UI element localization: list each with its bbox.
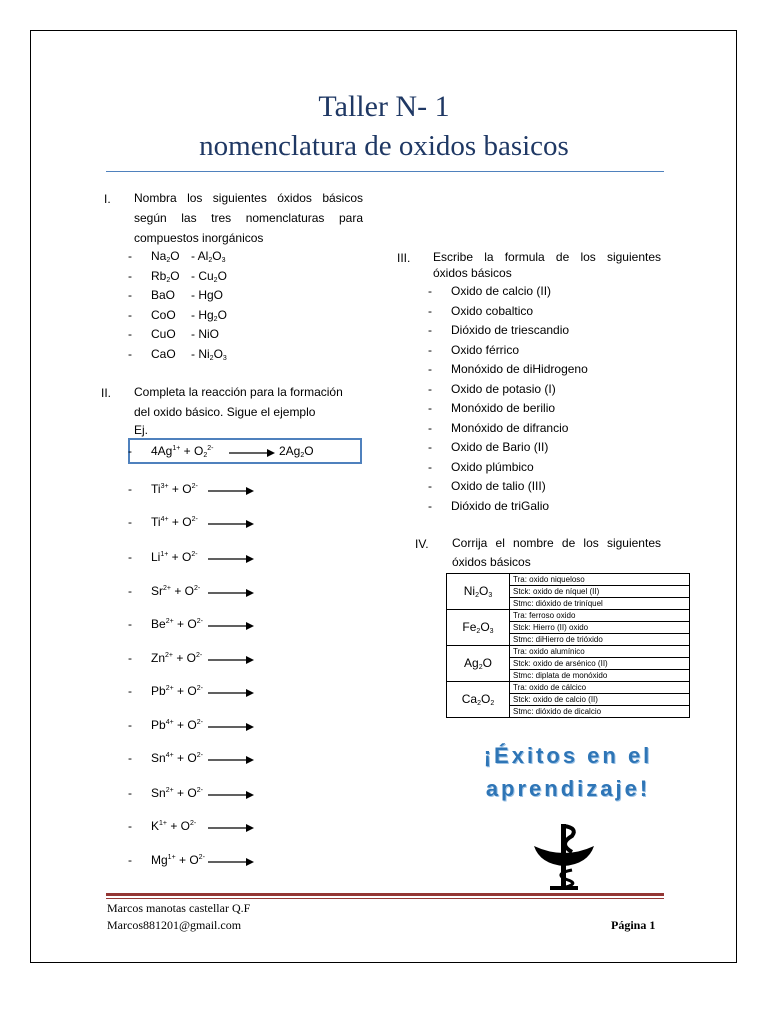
reaction-reactants: $Li^{1+} + O^{2-}$ [151, 550, 198, 564]
oxide-left: $Na_2O$ [151, 249, 180, 264]
example-reactants: $4Ag^{1+} + O_2^{2-}$ [151, 444, 214, 459]
oxide-name-cell: Stmc: diplata de monóxido [510, 670, 690, 682]
oxide-name-cell: Tra: oxido de cálcico [510, 682, 690, 694]
formula-item-label: Oxido cobaltico [451, 303, 534, 318]
section-3-numeral: III. [397, 251, 411, 265]
oxide-left: $Rb_2O$ [151, 268, 180, 284]
oxide-name-cell: Stck: oxido de calcio (II) [510, 694, 690, 706]
bullet: - [428, 362, 432, 376]
bullet: - [128, 550, 132, 564]
reaction-reactants: $Be^{2+} + O^{2-}$ [151, 617, 203, 631]
oxide-name-cell: Stmc: dióxido de dicalcio [510, 706, 690, 718]
oxide-right: - $Ni_2O_3$ [191, 346, 227, 362]
reaction-reactants: $Pb^{4+} + O^{2-}$ [151, 718, 203, 732]
oxide-formula-cell: $Ag_2O$ [447, 646, 510, 682]
section-4-line-1: Corrija el nombre de los siguientes [452, 536, 661, 550]
arrow-right-icon [208, 655, 254, 665]
example-product: $2Ag_2O$ [279, 444, 314, 459]
example-label: Ej. [134, 423, 149, 437]
page-frame [30, 30, 737, 963]
formula-item-label: Oxido de Bario (II) [451, 440, 549, 454]
oxide-name-cell: Stmc: dióxido de triníquel [510, 598, 690, 610]
table-row [447, 682, 690, 694]
bullet: - [428, 420, 432, 435]
footer-rule-thin [106, 898, 664, 899]
bullet: - [128, 288, 132, 302]
section-4-numeral: IV. [415, 537, 429, 551]
bullet: - [428, 498, 432, 513]
bullet: - [128, 515, 132, 529]
oxide-name-cell: Tra: oxido niqueloso [510, 574, 690, 586]
oxide-right: - NiO [191, 327, 219, 341]
section-1-line-1: Nombra los siguientes óxidos básicos [134, 191, 363, 205]
bullet: - [428, 401, 432, 415]
bullet: - [128, 786, 132, 800]
reaction-reactants: $Ti^{4+} + O^{2-}$ [151, 515, 198, 529]
bullet: - [128, 617, 132, 631]
section-3-line-1: Escribe la formula de los siguientes [433, 250, 661, 264]
arrow-right-icon [208, 588, 254, 598]
bullet: - [128, 819, 132, 833]
correction-table [446, 573, 690, 718]
oxide-name-cell: Stck: Hierro (II) oxido [510, 622, 690, 634]
bullet: - [128, 249, 132, 263]
bullet: - [428, 479, 432, 493]
arrow-right-icon [208, 790, 254, 800]
formula-item-label: Oxido de potasio (I) [451, 381, 556, 396]
oxide-left: BaO [151, 288, 176, 302]
title-divider [106, 171, 664, 172]
oxide-name-cell: Stck: oxido de arsénico (II) [510, 658, 690, 670]
bullet: - [428, 323, 432, 337]
formula-item-label: Oxido plúmbico [451, 459, 534, 474]
bullet: - [128, 346, 132, 361]
bullet: - [128, 651, 132, 665]
reaction-reactants: $Mg^{1+} + O^{2-}$ [151, 853, 205, 867]
bullet: - [428, 284, 432, 298]
reaction-reactants: $Sr^{2+} + O^{2-}$ [151, 584, 201, 598]
bullet: - [128, 684, 132, 698]
oxide-name-cell: Tra: oxido alumínico [510, 646, 690, 658]
formula-item-label: Oxido de calcio (II) [451, 284, 552, 298]
arrow-right-icon [208, 857, 254, 867]
oxide-right: - HgO [191, 288, 224, 302]
oxide-formula-cell: $Ni_2O_3$ [447, 574, 510, 610]
bullet: - [128, 268, 132, 283]
arrow-right-icon [208, 621, 254, 631]
arrow-right-icon [208, 688, 254, 698]
table-row [447, 646, 690, 658]
section-4-line-2: óxidos básicos [452, 555, 531, 569]
arrow-right-icon [208, 823, 254, 833]
page-title: Taller N- 1 [318, 90, 450, 123]
arrow-right-icon [208, 486, 254, 496]
section-2-line-2: del oxido básico. Sigue el ejemplo [134, 405, 316, 419]
oxide-right: - $Al_2O_3$ [191, 249, 226, 264]
arrow-right-icon [229, 448, 275, 458]
bullet: - [428, 342, 432, 357]
bullet: - [128, 482, 132, 496]
footer-rule [106, 893, 664, 896]
oxide-right: - $Cu_2O$ [191, 268, 227, 284]
bullet: - [428, 459, 432, 474]
reaction-reactants: $Sn^{2+} + O^{2-}$ [151, 786, 203, 800]
formula-item-label: Monóxido de diHidrogeno [451, 362, 588, 376]
arrow-right-icon [208, 554, 254, 564]
closing-line-2: aprendizaje! [485, 776, 651, 801]
page-subtitle: nomenclatura de oxidos basicos [199, 130, 569, 162]
oxide-left: CoO [151, 307, 176, 322]
bullet: - [128, 307, 132, 322]
bullet: - [128, 444, 132, 458]
reaction-reactants: $Sn^{4+} + O^{2-}$ [151, 751, 203, 765]
formula-item-label: Dióxido de triescandio [451, 323, 570, 337]
formula-item-label: Monóxido de difrancio [451, 420, 569, 435]
oxide-formula-cell: $Ca_2O_2$ [447, 682, 510, 718]
oxide-name-cell: Stck: oxido de níquel (II) [510, 586, 690, 598]
arrow-right-icon [208, 519, 254, 529]
footer-author: Marcos manotas castellar Q.F [107, 901, 251, 915]
formula-item-label: Oxido férrico [451, 342, 520, 357]
section-1-numeral: I. [104, 192, 111, 206]
reaction-reactants: $Zn^{2+} + O^{2-}$ [151, 651, 203, 665]
bullet: - [128, 718, 132, 732]
formula-item-label: Oxido de talio (III) [451, 479, 546, 493]
table-row [447, 574, 690, 586]
pharmacy-symbol-icon [532, 822, 596, 892]
arrow-right-icon [208, 755, 254, 765]
bullet: - [428, 440, 432, 454]
oxide-name-cell: Tra: ferroso oxido [510, 610, 690, 622]
footer-email: Marcos881201@gmail.com [107, 918, 242, 932]
closing-line-1: ¡Éxitos en el [483, 743, 653, 768]
section-2-numeral: II. [101, 386, 112, 400]
formula-item-label: Monóxido de berilio [451, 401, 556, 415]
section-3-line-2: óxidos básicos [433, 266, 512, 280]
bullet: - [128, 584, 132, 598]
oxide-formula-cell: $Fe_2O_3$ [447, 610, 510, 646]
oxide-left: CaO [151, 346, 176, 361]
section-1-line-2: según las tres nomenclaturas para [134, 211, 363, 225]
reaction-reactants: $Ti^{3+} + O^{2-}$ [151, 482, 198, 496]
footer-page-number: Página 1 [611, 918, 656, 932]
reaction-reactants: $K^{1+} + O^{2-}$ [151, 819, 197, 833]
oxide-name-cell: Stmc: diHierro de trióxido [510, 634, 690, 646]
arrow-right-icon [208, 722, 254, 732]
reaction-reactants: $Pb^{2+} + O^{2-}$ [151, 684, 203, 698]
bullet: - [128, 327, 132, 341]
oxide-right: - $Hg_2O$ [191, 307, 227, 323]
bullet: - [428, 303, 432, 318]
oxide-left: CuO [151, 327, 176, 341]
bullet: - [428, 381, 432, 396]
bullet: - [128, 751, 132, 765]
table-row [447, 610, 690, 622]
section-2-line-1: Completa la reacción para la formación [134, 385, 343, 399]
formula-item-label: Dióxido de triGalio [451, 498, 550, 513]
bullet: - [128, 853, 132, 867]
section-1-line-3: compuestos inorgánicos [134, 231, 264, 245]
